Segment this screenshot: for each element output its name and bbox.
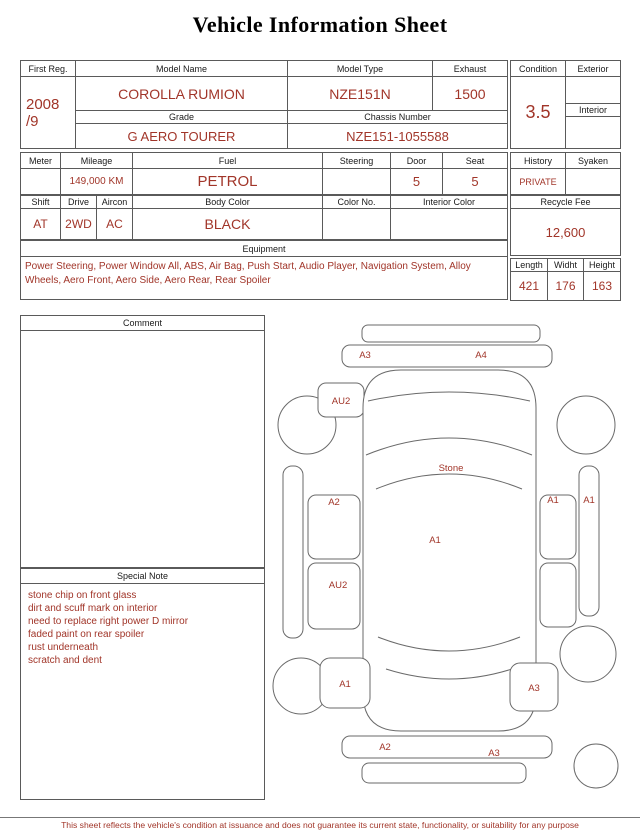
car-damage-diagram — [268, 313, 630, 805]
fuel-label: Fuel — [133, 153, 323, 169]
damage-label: A3 — [528, 683, 540, 694]
damage-label: AU2 — [328, 580, 348, 591]
color-no-label: Color No. — [323, 196, 391, 209]
comment-box — [20, 315, 265, 568]
footer-divider — [0, 817, 640, 818]
damage-label: Stone — [438, 463, 464, 474]
steering-label: Steering — [323, 153, 391, 169]
first-reg-value — [21, 77, 76, 149]
condition-value: 3.5 — [511, 77, 566, 149]
shift-label: Shift — [21, 196, 61, 209]
interior-label: Interior — [566, 104, 621, 117]
mileage-value: 149,000 KM — [61, 169, 133, 195]
door-label: Door — [391, 153, 443, 169]
right-rocker-panel — [579, 466, 599, 616]
history-label: History — [511, 153, 566, 169]
damage-label: A1 — [583, 495, 595, 506]
left-rocker-panel — [283, 466, 303, 638]
chassis-number-value: NZE151-1055588 — [288, 124, 508, 149]
interior-color-value — [391, 209, 508, 240]
damage-label: AU2 — [331, 396, 351, 407]
special-note-line: stone chip on front glass — [28, 590, 137, 601]
grade-label: Grade — [76, 111, 288, 124]
aircon-label: Aircon — [97, 196, 133, 209]
body-color-label: Body Color — [133, 196, 323, 209]
damage-label: A1 — [429, 535, 441, 546]
length-label: Length — [511, 259, 548, 272]
interior-value — [566, 117, 621, 149]
drive-value: 2WD — [61, 209, 97, 240]
damage-label: A2 — [379, 742, 391, 753]
fuel-value: PETROL — [133, 169, 323, 195]
door-value: 5 — [391, 169, 443, 195]
usage-table — [20, 152, 508, 195]
damage-label: A2 — [328, 497, 340, 508]
page-title: Vehicle Information Sheet — [192, 12, 448, 37]
exterior-value — [566, 77, 621, 104]
first-reg-month: /9 — [26, 112, 39, 130]
damage-label: A4 — [475, 350, 487, 361]
front-bumper-upper-strip — [362, 325, 540, 342]
exhaust-value: 1500 — [433, 77, 508, 111]
front-bumper-lower-strip — [342, 345, 552, 367]
special-note-line: need to replace right power D mirror — [28, 616, 189, 627]
syaken-label: Syaken — [566, 153, 621, 169]
special-note-text — [21, 584, 264, 672]
body-color-value: BLACK — [133, 209, 323, 240]
length-value: 421 — [511, 272, 548, 301]
equipment-label: Equipment — [21, 241, 508, 257]
special-note-line: scratch and dent — [28, 655, 102, 666]
width-label: Widht — [548, 259, 584, 272]
interior-color-label: Interior Color — [391, 196, 508, 209]
seat-value: 5 — [443, 169, 508, 195]
history-table — [510, 152, 621, 195]
special-note-label: Special Note — [21, 569, 264, 584]
special-note-line: dirt and scuff mark on interior — [28, 603, 158, 614]
syaken-value — [566, 169, 621, 195]
spare-wheel — [574, 744, 618, 788]
mileage-label: Mileage — [61, 153, 133, 169]
first-reg-label: First Reg. — [21, 61, 76, 77]
model-name-label: Model Name — [76, 61, 288, 77]
damage-label: A3 — [359, 350, 371, 361]
height-label: Height — [584, 259, 621, 272]
damage-label: A1 — [339, 679, 351, 690]
wheel-rear-right — [560, 626, 616, 682]
seat-label: Seat — [443, 153, 508, 169]
special-note-line: rust underneath — [28, 642, 99, 653]
recycle-fee-value: 12,600 — [511, 209, 621, 256]
first-reg-year: 2008 — [26, 95, 60, 113]
grade-value: G AERO TOURER — [76, 124, 288, 149]
drive-label: Drive — [61, 196, 97, 209]
comment-label: Comment — [21, 316, 264, 331]
vehicle-identity-table — [20, 60, 508, 149]
damage-label: A3 — [488, 748, 500, 759]
model-name-value: COROLLA RUMION — [76, 77, 288, 111]
shift-value: AT — [21, 209, 61, 240]
damage-label: A1 — [547, 495, 559, 506]
height-value: 163 — [584, 272, 621, 301]
rear-bumper-upper-strip — [342, 736, 552, 758]
color-no-value — [323, 209, 391, 240]
history-value: PRIVATE — [511, 169, 566, 195]
dimensions-table — [510, 258, 621, 301]
wheel-front-right — [557, 396, 615, 454]
steering-value — [323, 169, 391, 195]
exterior-label: Exterior — [566, 61, 621, 77]
recycle-fee-box — [510, 195, 621, 256]
meter-value — [21, 169, 61, 195]
condition-table — [510, 60, 621, 149]
model-type-value: NZE151N — [288, 77, 433, 111]
exhaust-label: Exhaust — [433, 61, 508, 77]
footer-disclaimer: This sheet reflects the vehicle's condition at issuance and does not guarantee its current state, functionality, or suitability for any purpose — [61, 820, 579, 830]
width-value: 176 — [548, 272, 584, 301]
recycle-fee-label: Recycle Fee — [511, 196, 621, 209]
equipment-box — [20, 240, 508, 300]
aircon-value: AC — [97, 209, 133, 240]
right-rear-door-panel — [540, 563, 576, 627]
model-type-label: Model Type — [288, 61, 433, 77]
special-note-box — [20, 568, 265, 800]
meter-label: Meter — [21, 153, 61, 169]
chassis-number-label: Chassis Number — [288, 111, 508, 124]
rear-bumper-lower-strip — [362, 763, 526, 783]
drivetrain-table — [20, 195, 508, 240]
special-note-line: faded paint on rear spoiler — [28, 629, 145, 640]
left-rear-door-panel — [308, 563, 360, 629]
condition-label: Condition — [511, 61, 566, 77]
comment-text — [21, 331, 264, 341]
equipment-value: Power Steering, Power Window All, ABS, Air Bag, Push Start, Audio Player, Navigation System, Alloy Wheels, Aero Front, Aero Side, Aero Rear, Rear Spoiler — [21, 257, 508, 300]
